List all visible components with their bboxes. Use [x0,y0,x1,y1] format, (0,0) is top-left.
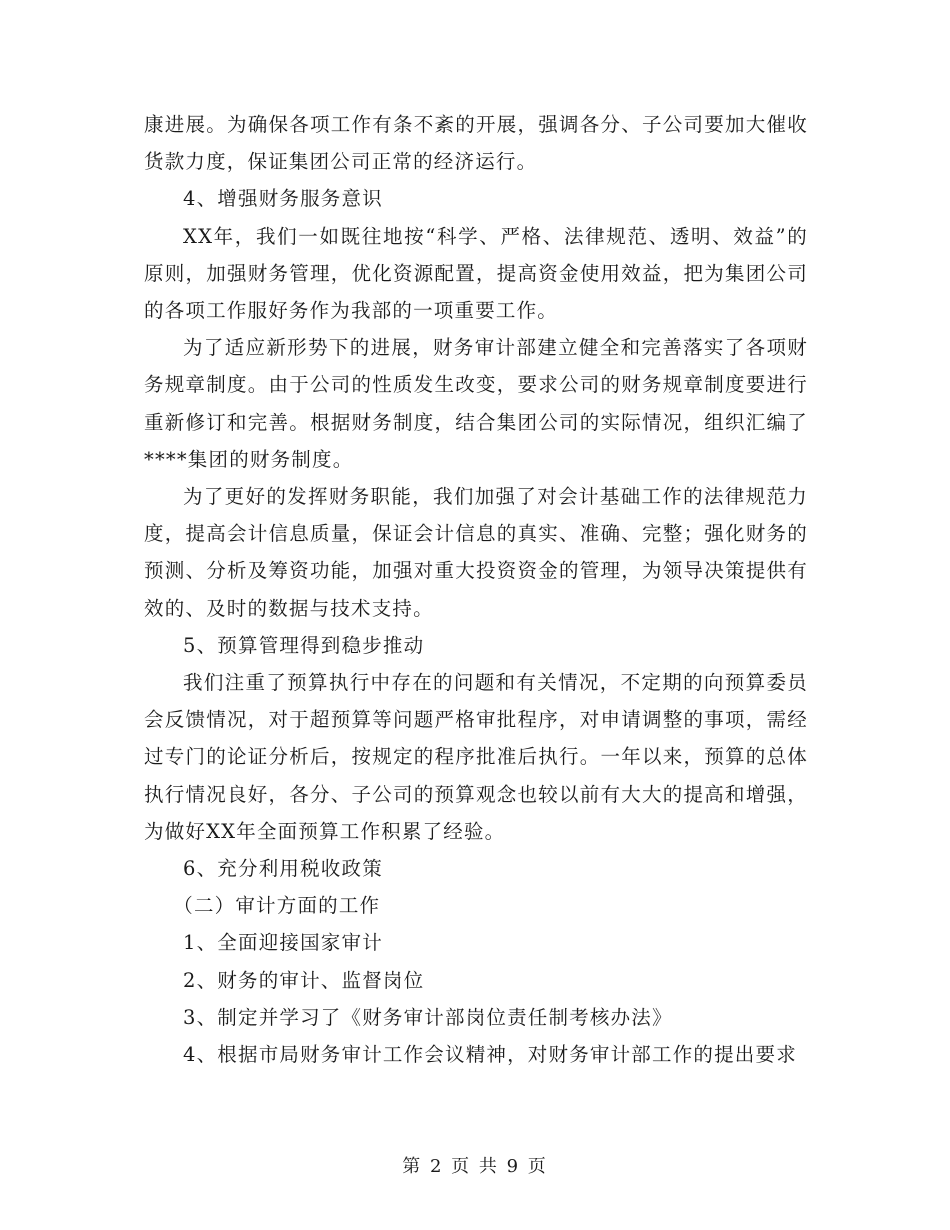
paragraph: 4、根据市局财务审计工作会议精神，对财务审计部工作的提出要求 [183,1043,797,1067]
section-heading: 3、制定并学习了《财务审计部岗位责任制考核办法》 [183,1005,673,1029]
paragraph: 我们注重了预算执行中存在的问题和有关情况，不定期的向预算委员会反馈情况，对于超预算等问题严格审批程序，对申请调整的事项，需经过专门的论证分析后，按规定的程序批准后执行。一年以来，预算的总体执行情况良好，各分、子公司的预算观念也较以前有大大的提高和增强，为做好XX年全面预算工作积累了经验。 [144,671,808,843]
section-heading: 6、充分利用税收政策 [183,857,383,881]
subsection-heading: （二）审计方面的工作 [173,894,381,918]
document-body [144,106,808,1073]
paragraph: 为了更好的发挥财务职能，我们加强了对会计基础工作的法律规范力度，提高会计信息质量，保证会计信息的真实、准确、完整；强化财务的预测、分析及筹资功能，加强对重大投资资金的管理，为领导决策提供有效的、及时的数据与技术支持。 [144,485,808,620]
section-heading: 4、增强财务服务意识 [183,187,383,211]
section-heading: 1、全面迎接国家审计 [183,931,383,955]
paragraph: 康进展。为确保各项工作有条不紊的开展，强调各分、子公司要加大催收货款力度，保证集团公司正常的经济运行。 [144,113,808,174]
paragraph: 为了适应新形势下的进展，财务审计部建立健全和完善落实了各项财务规章制度。由于公司的性质发生改变，要求公司的财务规章制度要进行重新修订和完善。根据财务制度，结合集团公司的实际情况，组织汇编了****集团的财务制度。 [144,336,808,471]
section-heading: 5、预算管理得到稳步推动 [183,633,425,657]
paragraph: XX年，我们一如既往地按“科学、严格、法律规范、透明、效益”的原则，加强财务管理，优化资源配置，提高资金使用效益，把为集团公司的各项工作服好务作为我部的一项重要工作。 [144,224,808,323]
section-heading: 2、财务的审计、监督岗位 [183,968,425,992]
page-number-footer: 第 2 页 共 9 页 [402,1156,548,1177]
